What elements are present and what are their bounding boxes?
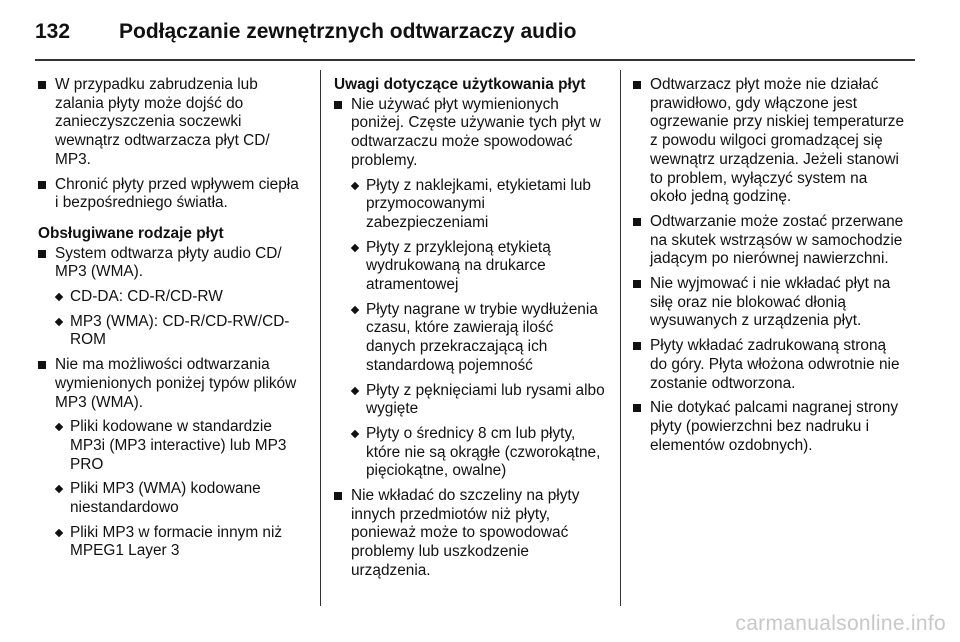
sub-list-item xyxy=(38,288,306,307)
section-heading: Obsługiwane rodzaje płyt xyxy=(38,224,224,242)
square-bullet-icon xyxy=(633,342,641,350)
diamond-bullet-icon xyxy=(351,181,359,189)
list-item-text: Płyty wkładać zadrukowaną stroną do góry. Płyta włożona odwrotnie nie zostanie odtworzona. xyxy=(650,337,900,392)
list-item-text: Nie dotykać palcami nagranej strony płyty (powierzchni bez nadruku i elementów ozdobnych). xyxy=(650,399,899,454)
list-item xyxy=(334,487,606,581)
list-item-text: Chronić płyty przed wpływem ciepła i bezpośredniego światła. xyxy=(55,175,299,212)
list-item xyxy=(633,213,907,269)
sub-list-item-text: MP3 (WMA): CD-R/CD-RW/CD-ROM xyxy=(70,312,290,349)
square-bullet-icon xyxy=(633,81,641,89)
square-bullet-icon xyxy=(334,101,342,109)
sub-list-item xyxy=(38,480,306,517)
list-item xyxy=(633,399,907,455)
list-item xyxy=(38,245,306,282)
sub-list-item xyxy=(334,382,606,419)
page-number: 132 xyxy=(35,20,71,43)
diamond-bullet-icon xyxy=(55,485,63,493)
list-item xyxy=(38,356,306,412)
header-divider xyxy=(35,59,915,61)
column-2 xyxy=(334,76,606,587)
list-item-text: Odtwarzacz płyt może nie działać prawidłowo, gdy włączone jest ogrzewanie przy niskiej temperaturze z powodu wilgoci gromadzącej się wewnątrz urządzenia. Jeżeli stanowi to problem, wyłączyć system na około jedną godzinę. xyxy=(650,76,905,206)
list-item-text: Nie wyjmować i nie wkładać płyt na siłę oraz nie blokować dłonią wysuwanych z urządzenia płyt. xyxy=(650,275,891,330)
page-header xyxy=(35,14,915,62)
square-bullet-icon xyxy=(38,181,46,189)
diamond-bullet-icon xyxy=(351,305,359,313)
sub-list-item-text: CD-DA: CD-R/CD-RW xyxy=(70,288,223,306)
list-item-text: Nie wkładać do szczeliny na płyty innych przedmiotów niż płyty, ponieważ może to spowodować problemy lub uszkodzenie urządzenia. xyxy=(351,487,580,579)
sub-list-item-text: Płyty o średnicy 8 cm lub płyty, które nie są okrągłe (czworokątne, pięciokątne, owalne) xyxy=(366,424,601,480)
page-title: Podłączanie zewnętrznych odtwarzaczy audio xyxy=(119,20,577,43)
square-bullet-icon xyxy=(633,218,641,226)
list-item-text: W przypadku zabrudzenia lub zalania płyty może dojść do zanieczyszczenia soczewki wewnątrz odtwarzacza płyt CD/ MP3. xyxy=(55,76,270,168)
diamond-bullet-icon xyxy=(351,430,359,438)
square-bullet-icon xyxy=(633,280,641,288)
sub-list-item xyxy=(38,524,306,561)
section-heading: Uwagi dotyczące użytkowania płyt xyxy=(334,76,586,93)
diamond-bullet-icon xyxy=(351,243,359,251)
sub-list-item xyxy=(38,418,306,474)
list-item-text: System odtwarza płyty audio CD/ MP3 (WMA). xyxy=(55,244,282,281)
sub-list-item-text: Płyty nagrane w trybie wydłużenia czasu, które zawierają ilość danych przekraczającą ich standardową pojemność xyxy=(366,300,598,374)
list-item xyxy=(38,76,306,170)
sub-list-item-text: Płyty z naklejkami, etykietami lub przymocowanymi zabezpieczeniami xyxy=(366,176,591,231)
square-bullet-icon xyxy=(38,81,46,89)
column-3 xyxy=(633,76,907,461)
diamond-bullet-icon xyxy=(55,529,63,537)
diamond-bullet-icon xyxy=(55,423,63,431)
square-bullet-icon xyxy=(38,361,46,369)
watermark: carmanualsonline.info xyxy=(735,612,946,635)
diamond-bullet-icon xyxy=(351,386,359,394)
list-item xyxy=(633,76,907,207)
list-item-text: Nie ma możliwości odtwarzania wymienionych poniżej typów plików MP3 (WMA). xyxy=(55,356,297,411)
square-bullet-icon xyxy=(334,492,342,500)
column-divider-2 xyxy=(620,70,621,606)
list-item xyxy=(38,176,306,213)
diamond-bullet-icon xyxy=(55,293,63,301)
sub-list-item xyxy=(334,425,606,481)
sub-list-item-text: Płyty z pęknięciami lub rysami albo wygięte xyxy=(366,381,605,418)
sub-list-item-text: Pliki MP3 (WMA) kodowane niestandardowo xyxy=(70,480,261,517)
column-divider-1 xyxy=(320,70,321,606)
square-bullet-icon xyxy=(633,404,641,412)
sub-list-item-text: Pliki MP3 w formacie innym niż MPEG1 Layer 3 xyxy=(70,523,283,560)
column-1 xyxy=(38,76,306,567)
diamond-bullet-icon xyxy=(55,317,63,325)
sub-list-item xyxy=(334,301,606,376)
list-item-text: Nie używać płyt wymienionych poniżej. Częste używanie tych płyt w odtwarzaczu może spowodować problemy. xyxy=(351,95,601,169)
sub-list-item xyxy=(38,313,306,350)
list-item-text: Odtwarzanie może zostać przerwane na skutek wstrząsów w samochodzie jadącym po nierównej nawierzchni. xyxy=(650,212,904,268)
list-item xyxy=(334,96,606,171)
sub-list-item-text: Pliki kodowane w standardzie MP3i (MP3 interactive) lub MP3 PRO xyxy=(70,418,287,473)
square-bullet-icon xyxy=(38,250,46,258)
list-item xyxy=(633,275,907,331)
sub-list-item xyxy=(334,239,606,295)
sub-list-item-text: Płyty z przyklejoną etykietą wydrukowaną na drukarce atramentowej xyxy=(366,238,551,294)
sub-list-item xyxy=(334,177,606,233)
list-item xyxy=(633,337,907,393)
